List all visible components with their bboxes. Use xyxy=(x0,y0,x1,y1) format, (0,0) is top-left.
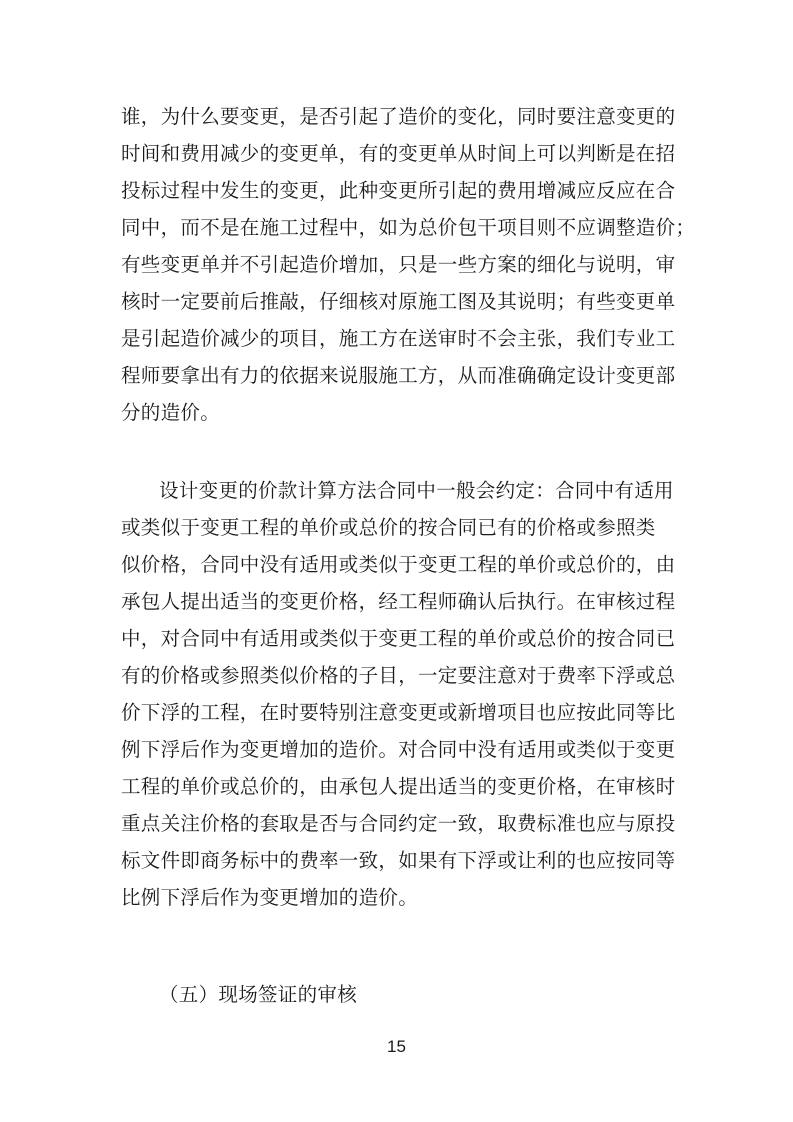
paragraph-1-line: 同中，而不是在施工过程中，如为总价包干项目则不应调整造价； xyxy=(121,216,696,239)
paragraph-1-line: 分的造价。 xyxy=(121,401,221,424)
section-heading: （五）现场签证的审核 xyxy=(159,983,358,1006)
paragraph-1-line: 谁，为什么要变更，是否引起了造价的变化，同时要注意变更的 xyxy=(121,105,676,128)
paragraph-2-line: 中，对合同中有适用或类似于变更工程的单价或总价的按合同已 xyxy=(121,627,676,650)
paragraph-1-line: 时间和费用减少的变更单，有的变更单从时间上可以判断是在招 xyxy=(121,142,676,165)
paragraph-2-line: 工程的单价或总价的，由承包人提出适当的变更价格，在审核时 xyxy=(121,775,676,798)
paragraph-1-line: 投标过程中发生的变更，此种变更所引起的费用增减应反应在合 xyxy=(121,179,676,202)
page-number: 15 xyxy=(387,1037,406,1056)
paragraph-1-line: 是引起造价减少的项目，施工方在送审时不会主张，我们专业工 xyxy=(121,327,676,350)
paragraph-2-line: 重点关注价格的套取是否与合同约定一致，取费标准也应与原投 xyxy=(121,812,676,835)
paragraph-2-line: 价下浮的工程，在时要特别注意变更或新增项目也应按此同等比 xyxy=(121,701,676,724)
paragraph-2-line: 标文件即商务标中的费率一致，如果有下浮或让利的也应按同等 xyxy=(121,849,676,872)
paragraph-2-line: 比例下浮后作为变更增加的造价。 xyxy=(121,886,419,909)
paragraph-1-line: 核时一定要前后推敲，仔细核对原施工图及其说明；有些变更单 xyxy=(121,290,676,313)
paragraph-2-line: 有的价格或参照类似价格的子目，一定要注意对于费率下浮或总 xyxy=(121,664,676,687)
paragraph-1-line: 有些变更单并不引起造价增加，只是一些方案的细化与说明，审 xyxy=(121,253,676,276)
paragraph-2-line: 承包人提出适当的变更价格，经工程师确认后执行。在审核过程 xyxy=(121,590,676,613)
paragraph-2-line: 设计变更的价款计算方法合同中一般会约定：合同中有适用 xyxy=(159,479,674,502)
paragraph-2-line: 或类似于变更工程的单价或总价的按合同已有的价格或参照类 xyxy=(121,516,656,539)
paragraph-1-line: 程师要拿出有力的依据来说服施工方，从而准确确定设计变更部 xyxy=(121,364,676,387)
paragraph-2-line: 似价格，合同中没有适用或类似于变更工程的单价或总价的，由 xyxy=(121,553,676,576)
paragraph-2-line: 例下浮后作为变更增加的造价。对合同中没有适用或类似于变更 xyxy=(121,738,676,761)
